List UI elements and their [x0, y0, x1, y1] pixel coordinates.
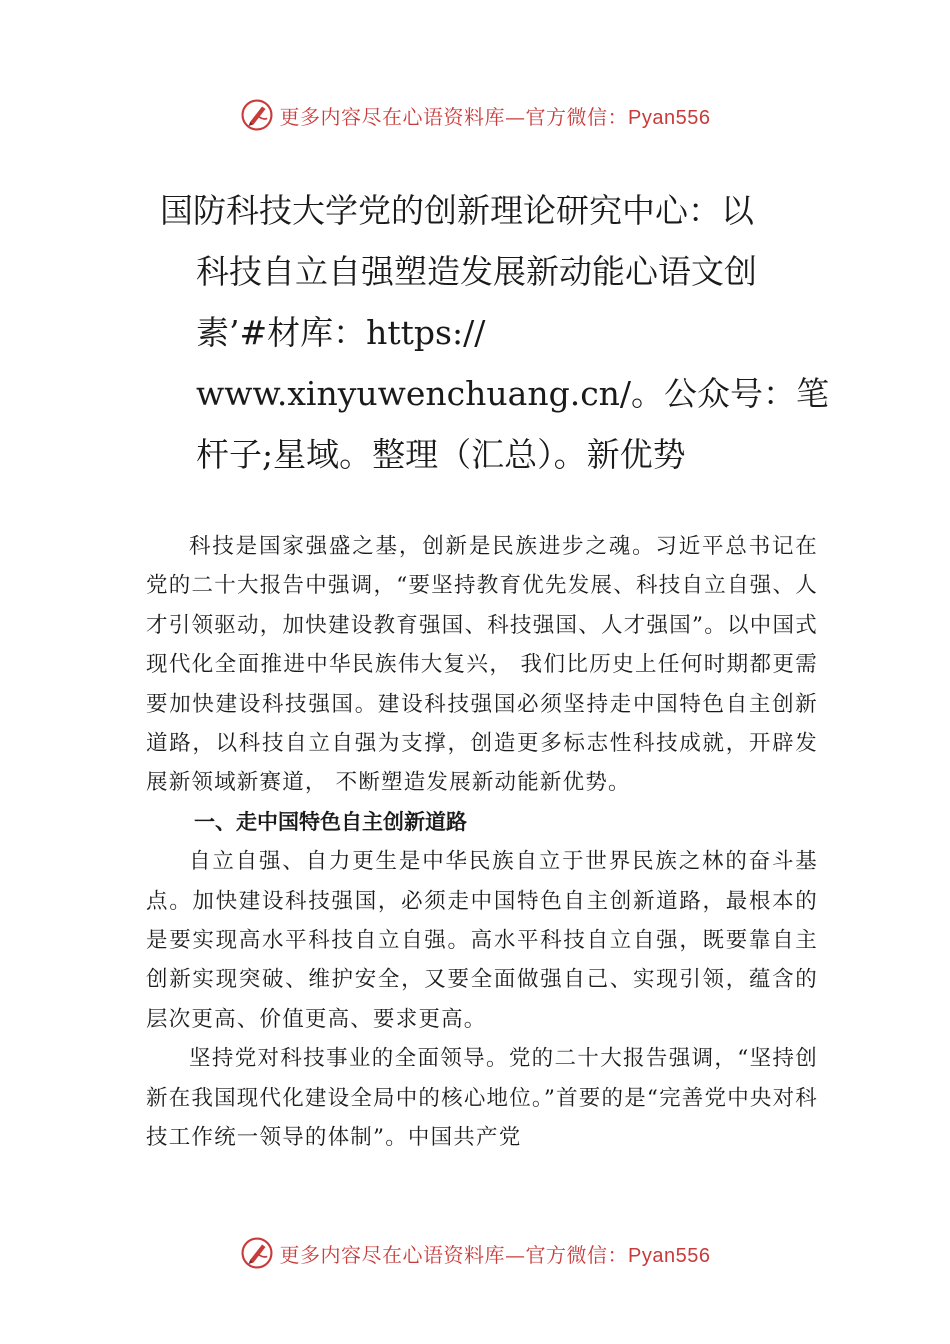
- title-line: 素’#材库：https://: [196, 313, 486, 352]
- paragraph: 坚持党对科技事业的全面领导。党的二十大报告强调，“坚持创新在我国现代化建设全局中的核心地位。”首要的是“完善党中央对科技工作统一领导的体制”。中国共产党: [146, 1046, 818, 1151]
- pen-logo-icon: [240, 98, 274, 132]
- document-title: [150, 180, 830, 485]
- pen-logo-icon: [240, 1236, 274, 1270]
- paragraph: 自立自强、自力更生是中华民族自立于世界民族之林的奋斗基点。加快建设科技强国，必须走中国特色自主创新道路，最根本的是要实现高水平科技自立自强。高水平科技自立自强，既要靠自主创新实现突破、维护安全，又要全面做强自己、实现引领，蕴含的层次更高、价值更高、要求更高。: [146, 849, 818, 1032]
- title-line: www.xinyuwenchuang.cn/。公众号：笔: [196, 374, 830, 413]
- section-heading: 一、走中国特色自主创新道路: [194, 809, 467, 834]
- title-line: 国防科技大学党的创新理论研究中心：以: [160, 191, 754, 230]
- paragraph-intro: 科技是国家强盛之基，创新是民族进步之魂。习近平总书记在党的二十大报告中强调，“要坚持教育优先发展、科技自立自强、人才引领驱动，加快建设教育强国、科技强国、人才强国”。以中国式现代化全面推进中华民族伟大复兴， 我们比历史上任何时期都更需要加快建设科技强国。建设科技强国必须坚持走中国特色自主创新道路，以科技自立自强为支撑，创造更多标志性科技成就，开辟发展新领域新赛道， 不断塑造发展新动能新优势。: [146, 534, 818, 796]
- title-line: 杆子;星域。整理（汇总）。新优势: [196, 435, 686, 474]
- watermark-text: 更多内容尽在心语资料库—官方微信：Pyan556: [279, 1242, 711, 1267]
- watermark-text: 更多内容尽在心语资料库—官方微信：Pyan556: [279, 104, 711, 129]
- title-line: 科技自立自强塑造发展新动能心语文创: [196, 252, 757, 291]
- document-body: [146, 527, 818, 1158]
- footer-watermark-banner: [0, 1231, 950, 1275]
- header-watermark-banner: [0, 93, 950, 137]
